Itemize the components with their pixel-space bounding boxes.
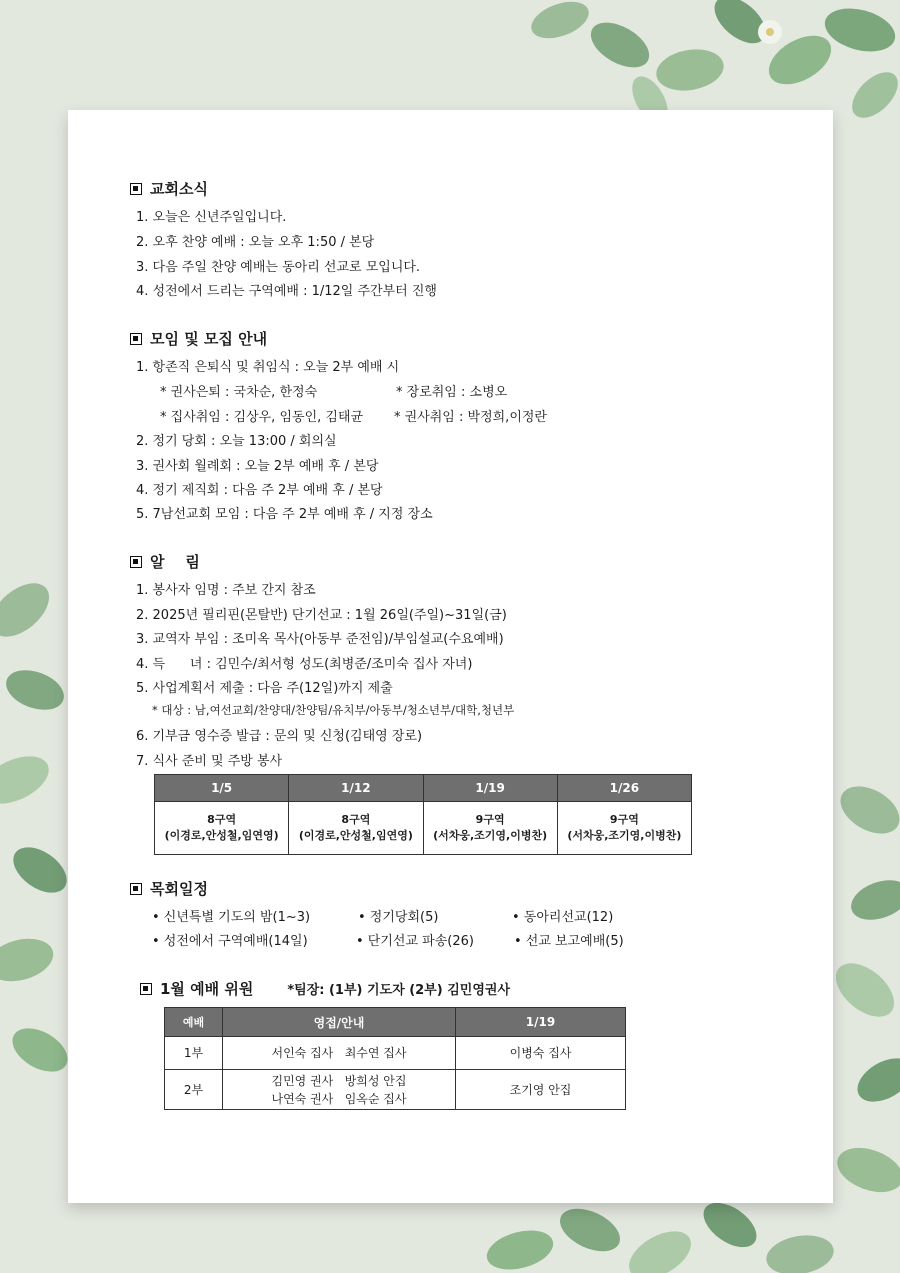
notice-item: 6. 기부금 영수증 발급 : 문의 및 신청(김태영 장로) (136, 729, 423, 744)
notice-item: 3. 교역자 부임 : 조미옥 목사(아동부 준전임)/부임설교(수요예배) (136, 632, 504, 647)
meeting-subitem: * 집사취임 : 김상우, 임동인, 김태균 (160, 410, 364, 425)
section-title-schedule: 목회일정 (130, 878, 208, 899)
meeting-subitem: * 권사취임 : 박정희,이정란 (394, 410, 547, 425)
schedule-item: • 선교 보고예배(5) (514, 934, 624, 949)
meeting-item: 2. 정기 당회 : 오늘 13:00 / 회의실 (136, 434, 337, 449)
meeting-item: 3. 권사회 월례회 : 오늘 2부 예배 후 / 본당 (136, 459, 379, 474)
notice-item: 7. 식사 준비 및 주방 봉사 (136, 754, 283, 769)
notice-item: 1. 봉사자 임명 : 주보 간지 참조 (136, 583, 316, 598)
column-header: 1/12 (289, 775, 423, 802)
news-item: 2. 오후 찬양 예배 : 오늘 오후 1:50 / 본당 (136, 235, 375, 250)
service-cell: 1부 (165, 1037, 223, 1070)
prayer-cell: 이병숙 집사 (456, 1037, 626, 1070)
schedule-item: • 단기선교 파송(26) (356, 934, 474, 949)
column-header: 예배 (165, 1008, 223, 1037)
schedule-item: • 동아리선교(12) (512, 910, 614, 925)
usher-table (164, 1007, 626, 1110)
news-item: 4. 성전에서 드리는 구역예배 : 1/12일 주간부터 진행 (136, 284, 437, 299)
section-title-news: 교회소식 (130, 178, 208, 199)
meeting-item: 5. 7남선교회 모임 : 다음 주 2부 예배 후 / 지정 장소 (136, 507, 433, 522)
greeters-cell: 김민영 권사 방희성 안집 나연숙 권사 임옥순 집사 (223, 1070, 456, 1110)
prayer-cell: 조기영 안집 (456, 1070, 626, 1110)
table-cell: 8구역 (이경로,안성철,임연영) (289, 802, 423, 855)
schedule-item: • 신년특별 기도의 밤(1~3) (152, 910, 311, 925)
square-bullet-icon (130, 556, 142, 568)
table-row (165, 1070, 626, 1110)
meeting-item: 1. 항존직 은퇴식 및 취임식 : 오늘 2부 예배 시 (136, 360, 400, 375)
meeting-item: 4. 정기 제직회 : 다음 주 2부 예배 후 / 본당 (136, 483, 383, 498)
table-row (165, 1037, 626, 1070)
section-title-notice: 알 림 (130, 551, 200, 572)
square-bullet-icon (130, 883, 142, 895)
notice-item: 4. 득 녀 : 김민수/최서형 성도(최병준/조미숙 집사 자녀) (136, 657, 473, 672)
column-header: 영접/안내 (223, 1008, 456, 1037)
notice-target: * 대상 : 남,여선교회/찬양대/찬양팀/유치부/아동부/청소년부/대학,청년부 (152, 703, 515, 717)
table-cell: 9구역 (서차웅,조기영,이병찬) (557, 802, 691, 855)
table-cell: 9구역 (서차웅,조기영,이병찬) (423, 802, 557, 855)
bulletin-page (68, 110, 833, 1203)
notice-item: 5. 사업계획서 제출 : 다음 주(12일)까지 제출 (136, 681, 393, 696)
column-header: 1/19 (456, 1008, 626, 1037)
service-cell: 2부 (165, 1070, 223, 1110)
section-title-meeting: 모임 및 모집 안내 (130, 328, 267, 349)
kitchen-duty-table (154, 774, 692, 855)
greeters-cell: 서인숙 집사 최수연 집사 (223, 1037, 456, 1070)
column-header: 1/26 (557, 775, 691, 802)
section-title-usher: 1월 예배 위원 *팀장: (1부) 기도자 (2부) 김민영권사 (140, 978, 510, 999)
column-header: 1/5 (155, 775, 289, 802)
news-item: 3. 다음 주일 찬양 예배는 동아리 선교로 모입니다. (136, 260, 421, 275)
table-header-row (155, 775, 692, 802)
table-header-row (165, 1008, 626, 1037)
meeting-subitem: * 권사은퇴 : 국차순, 한정숙 (160, 385, 318, 400)
schedule-item: • 정기당회(5) (358, 910, 439, 925)
square-bullet-icon (130, 333, 142, 345)
square-bullet-icon (130, 183, 142, 195)
square-bullet-icon (140, 983, 152, 995)
news-item: 1. 오늘은 신년주일입니다. (136, 210, 287, 225)
notice-item: 2. 2025년 필리핀(몬탈반) 단기선교 : 1월 26일(주일)~31일(금) (136, 608, 507, 623)
column-header: 1/19 (423, 775, 557, 802)
table-row (155, 802, 692, 855)
table-cell: 8구역 (이경로,안성철,임연영) (155, 802, 289, 855)
schedule-item: • 성전에서 구역예배(14일) (152, 934, 308, 949)
usher-subtitle: *팀장: (1부) 기도자 (2부) 김민영권사 (287, 983, 510, 998)
meeting-subitem: * 장로취임 : 소병오 (396, 385, 508, 400)
